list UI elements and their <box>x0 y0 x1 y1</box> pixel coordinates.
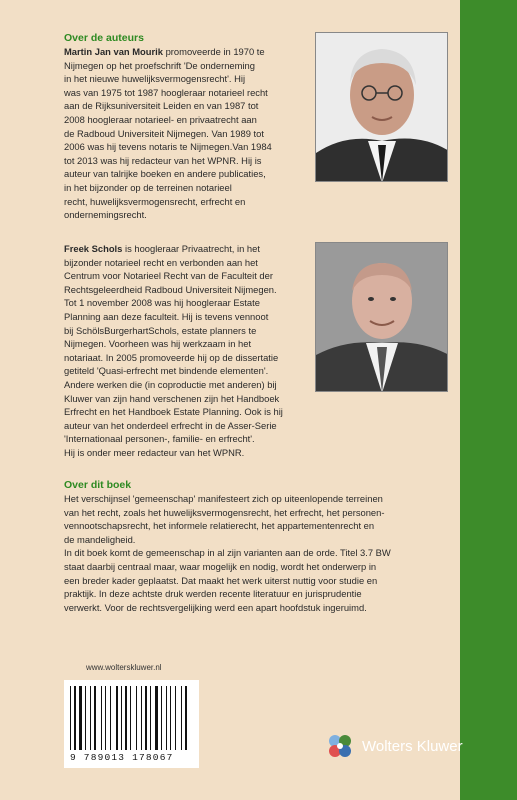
author2-name: Freek Schols <box>64 243 123 254</box>
barcode-bar <box>119 686 120 750</box>
barcode-bar <box>87 686 89 750</box>
barcode-bar <box>105 686 106 750</box>
barcode-bar <box>145 686 147 750</box>
book-description: Het verschijnsel 'gemeenschap' manifesteert zich op uiteenlopende terreinen van het recht, zoals het huwelijksvermogensrecht, het erfrecht, het personen- vennootschapsrecht, het informele relatierecht, het appartementenrecht en de mandeligheid. In dit boek komt de gemeenschap in al zijn varianten aan de orde. Titel 3.7 BW staat daarbij centraal maar, waar mogelijk en nodig, wordt het onderwerp in een breder kader geplaatst. Dat maakt het werk uiterst nuttig voor studie en praktijk. In deze achtste druk werden recente literatuur en jurisprudentie verwerkt. Voor de rechtsvergelijking werd een apart hoofdstuk ingeruimd. <box>64 493 391 613</box>
barcode-bar <box>85 686 86 750</box>
barcode-bar <box>97 686 100 750</box>
barcode-bar <box>92 686 93 750</box>
barcode-bar <box>181 686 182 750</box>
publisher-logo <box>325 728 505 764</box>
barcode-bar <box>125 686 127 750</box>
barcode-bar <box>183 686 184 750</box>
barcode-bar <box>101 686 102 750</box>
barcode-bar <box>155 686 158 750</box>
barcode-bar <box>143 686 144 750</box>
barcode-bar <box>72 686 73 750</box>
barcode-bar <box>177 686 180 750</box>
author1-bio: Martin Jan van Mourik promoveerde in 1970 te Nijmegen op het proefschrift 'De onderneming in het nieuwe huwelijksvermogensrecht'. Hij was van 1975 tot 1987 hoogleraar notarieel recht aan de Rijksuniversiteit Leiden en van 1987 tot 2008 hoogleraar notarieel- en privaatrecht aan de Radboud Universiteit Nijmegen. Van 1989 tot 2006 was hij tevens notaris te Nijmegen.Van 1984 tot 2013 was hij redacteur van het WPNR. Hij is auteur van talrijke boeken en andere publicaties, in het bijzonder op de terreinen notarieel recht, huwelijksvermogensrecht, erfrecht en ondernemingsrecht. <box>64 46 272 221</box>
barcode-bar <box>112 686 115 750</box>
barcode-bar <box>163 686 165 750</box>
barcode-bar <box>77 686 78 750</box>
barcode-bar <box>90 686 91 750</box>
barcode-bar <box>74 686 76 750</box>
barcode-bar <box>152 686 154 750</box>
barcode-bar <box>136 686 137 750</box>
isbn-number: 9 789013 178067 <box>70 752 174 763</box>
isbn-barcode <box>64 680 199 768</box>
publisher-website: www.wolterskluwer.nl <box>86 663 162 672</box>
barcode-bar <box>121 686 122 750</box>
barcode-bar <box>175 686 176 750</box>
publisher-name: Wolters Kluwer <box>362 737 463 755</box>
barcode-bar <box>150 686 151 750</box>
barcode-bar <box>132 686 135 750</box>
author2-photo <box>315 242 448 392</box>
barcode-bar <box>103 686 104 750</box>
authors-heading: Over de auteurs <box>64 32 144 44</box>
author2-bio: Freek Schols is hoogleraar Privaatrecht, in het bijzonder notarieel recht en verbonden aan het Centrum voor Notarieel Recht van de Faculteit der Rechtsgeleerdheid Radboud Universiteit Nijmegen. Tot 1 november 2008 was hij hoogleraar Estate Planning aan deze faculteit. Hij is tevens vennoot bij SchölsBurgerhartSchols, estate planners te Nijmegen. Voorheen was hij werkzaam in het notariaat. In 2005 promoveerde hij op de dissertatie getiteld 'Quasi-erfrecht met bindende elementen'. Andere werken die (in coproductie met anderen) bij Kluwer van zijn hand verschenen zijn het Handboek Erfrecht en het Handboek Estate Planning. Ook is hij auteur van het onderdeel erfrecht in de Asser-Serie 'Internationaal personen-, familie- en erfrecht'. Hij is onder meer redacteur van het WPNR. <box>64 243 283 458</box>
barcode-bar <box>110 686 111 750</box>
book-heading: Over dit boek <box>64 479 132 491</box>
barcode-bar <box>185 686 187 750</box>
barcode-bar <box>70 686 71 750</box>
barcode-bar <box>141 686 142 750</box>
barcode-bar <box>83 686 84 750</box>
barcode-bar <box>128 686 129 750</box>
barcode-bar <box>168 686 169 750</box>
barcode-bar <box>172 686 174 750</box>
barcode-bar <box>170 686 171 750</box>
author1-name: Martin Jan van Mourik <box>64 46 163 57</box>
barcode-bar <box>79 686 82 750</box>
wolters-kluwer-icon <box>325 731 355 761</box>
barcode-bar <box>130 686 131 750</box>
barcode-bar <box>148 686 149 750</box>
barcode-bar <box>107 686 109 750</box>
barcode-bar <box>159 686 160 750</box>
green-spine <box>460 0 517 800</box>
barcode-bar <box>161 686 162 750</box>
barcode-bar <box>166 686 167 750</box>
barcode-bar <box>94 686 96 750</box>
barcode-bar <box>123 686 124 750</box>
barcode-bars <box>70 686 193 750</box>
barcode-bar <box>138 686 140 750</box>
barcode-bar <box>116 686 118 750</box>
author1-photo <box>315 32 448 182</box>
